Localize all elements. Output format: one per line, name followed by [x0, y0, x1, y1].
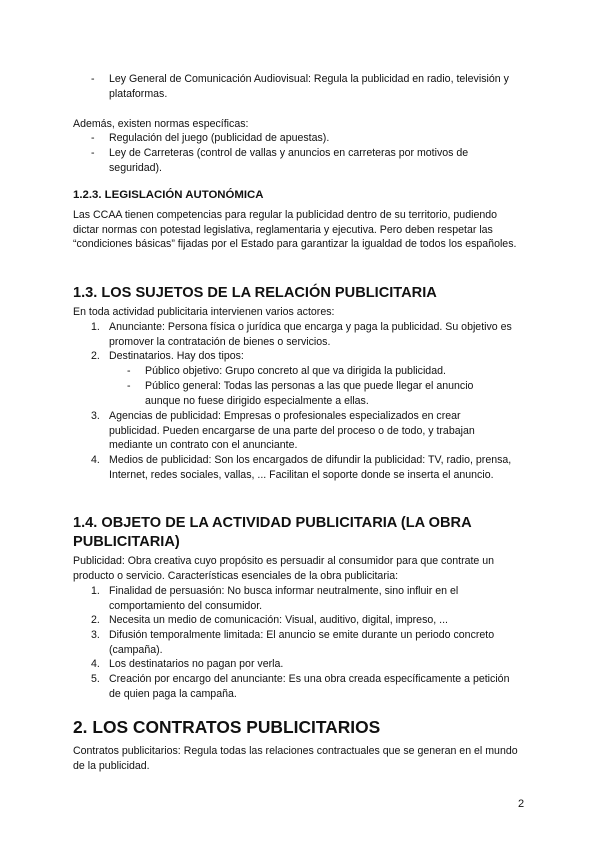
paragraph: Las CCAA tienen competencias para regular la publicidad dentro de su territorio, pudiendo dictar normas con potestad legislativa, reglamentaria y ejecutiva. Pero deben respetar las “condiciones básicas” fijadas por el Estado para garantizar la igualdad de todos los españoles.	[73, 209, 517, 251]
list-item: Los destinatarios no pagan por verla.	[109, 658, 284, 670]
sub-list-item: Público objetivo: Grupo concreto al que va dirigida la publicidad.	[145, 365, 446, 377]
list-item: Medios de publicidad: Son los encargados de difundir la publicidad: TV, radio, prensa, Internet, redes sociales, vallas, ... Facilitan el soporte donde se inserta el anuncio.	[109, 454, 512, 481]
number-marker: 2.	[91, 350, 100, 362]
paragraph: En toda actividad publicitaria intervienen varios actores:	[73, 306, 335, 318]
dash-bullet: -	[91, 73, 95, 85]
list-item: Creación por encargo del anunciante: Es una obra creada específicamente a petición de quien paga la campaña.	[109, 673, 510, 700]
list-item: Necesita un medio de comunicación: Visual, auditivo, digital, impreso, ...	[109, 614, 448, 626]
dash-bullet: -	[127, 365, 131, 377]
list-item: Destinatarios. Hay dos tipos:	[109, 350, 244, 362]
list-item: Regulación del juego (publicidad de apuestas).	[109, 132, 330, 144]
number-marker: 3.	[91, 629, 100, 641]
number-marker: 1.	[91, 321, 100, 333]
number-marker: 4.	[91, 658, 100, 670]
paragraph: Publicidad: Obra creativa cuyo propósito es persuadir al consumidor para que contrate un producto o servicio. Características esenciales de la obra publicitaria:	[73, 555, 495, 582]
paragraph: Contratos publicitarios: Regula todas las relaciones contractuales que se generan en el mundo de la publicidad.	[73, 745, 518, 772]
number-marker: 4.	[91, 454, 100, 466]
section-heading: 1.2.3. LEGISLACIÓN AUTONÓMICA	[73, 189, 264, 201]
paragraph: Además, existen normas específicas:	[73, 118, 249, 130]
list-item: Ley de Carreteras (control de vallas y anuncios en carreteras por motivos de seguridad).	[109, 147, 469, 174]
page-number: 2	[518, 798, 525, 810]
section-heading: 1.3. LOS SUJETOS DE LA RELACIÓN PUBLICITARIA	[73, 285, 437, 301]
number-marker: 5.	[91, 673, 100, 685]
list-item: Anunciante: Persona física o jurídica que encarga y paga la publicidad. Su objetivo es promover la contratación de bienes o servicios.	[109, 321, 512, 348]
number-marker: 2.	[91, 614, 100, 626]
section-heading: 1.4. OBJETO DE LA ACTIVIDAD PUBLICITARIA (LA OBRA PUBLICITARIA)	[73, 515, 472, 550]
number-marker: 1.	[91, 585, 100, 597]
chapter-heading: 2. LOS CONTRATOS PUBLICITARIOS	[73, 717, 381, 737]
list-item: Finalidad de persuasión: No busca informar neutralmente, sino influir en el comportamiento del consumidor.	[109, 585, 459, 612]
dash-bullet: -	[91, 132, 95, 144]
list-item: Difusión temporalmente limitada: El anuncio se emite durante un periodo concreto (campaña).	[109, 629, 495, 656]
number-marker: 3.	[91, 410, 100, 422]
dash-bullet: -	[127, 380, 131, 392]
sub-list-item: Público general: Todas las personas a las que puede llegar el anuncio aunque no fuese dirigido especialmente a ellas.	[145, 380, 474, 407]
list-item: Agencias de publicidad: Empresas o profesionales especializados en crear publicidad. Pueden encargarse de una parte del proceso o de todo, y trabajan mediante un contrato con el anunciante.	[109, 410, 475, 452]
list-item: Ley General de Comunicación Audiovisual: Regula la publicidad en radio, televisión y plataformas.	[109, 73, 509, 100]
dash-bullet: -	[91, 147, 95, 159]
